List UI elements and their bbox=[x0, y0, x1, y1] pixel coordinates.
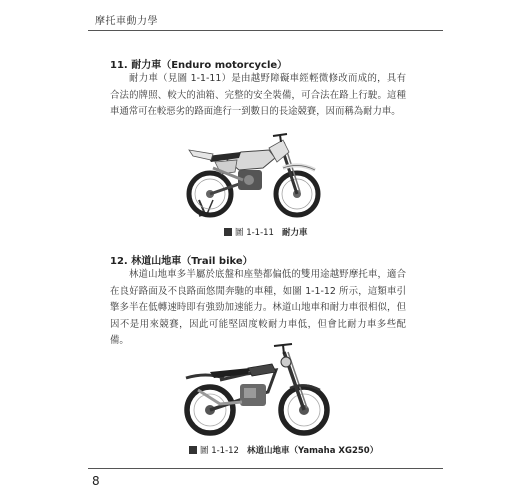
enduro-motorcycle-photo bbox=[183, 122, 325, 222]
footer-divider bbox=[88, 468, 443, 469]
section-body-trail: 林道山地車多半屬於底盤和座墊都偏低的雙用途越野摩托車，適合在良好路面及不良路面悠閒奔馳的車種，如圖 1-1-12 所示，這類車引擎多半在低轉速時即有強勁加速能力。林道山地車和耐力車很相似，但因不是用來競賽，因此可能堅固度較耐力車低，但會比耐力車多些配備。 bbox=[110, 269, 406, 346]
section-title-enduro: 11. 耐力車（Enduro motorcycle） bbox=[110, 60, 288, 71]
figure-number: 圖 1-1-11 bbox=[235, 228, 274, 238]
running-title: 摩托車動力學 bbox=[95, 16, 158, 27]
figure-name: 耐力車 bbox=[281, 228, 308, 238]
figure-caption-1-1-12 bbox=[189, 444, 378, 456]
caption-marker-icon bbox=[189, 446, 197, 454]
section-title-trail: 12. 林道山地車（Trail bike） bbox=[110, 256, 253, 267]
page-number: 8 bbox=[92, 474, 100, 488]
section-body-enduro: 耐力車（見圖 1-1-11）是由越野障礙車經輕微修改而成的，具有合法的牌照、較大的油箱、完整的安全裝備，可合法在路上行駛。這種車通常可在較惡劣的路面進行一到數日的長途競賽，因而稱為耐力車。 bbox=[110, 73, 406, 117]
header-divider bbox=[88, 30, 443, 31]
caption-marker-icon bbox=[224, 228, 232, 236]
figure-number: 圖 1-1-12 bbox=[200, 446, 239, 456]
figure-caption-1-1-11 bbox=[224, 226, 307, 238]
trail-bike-photo bbox=[180, 340, 330, 438]
figure-name: 林道山地車（Yamaha XG250） bbox=[246, 446, 379, 456]
